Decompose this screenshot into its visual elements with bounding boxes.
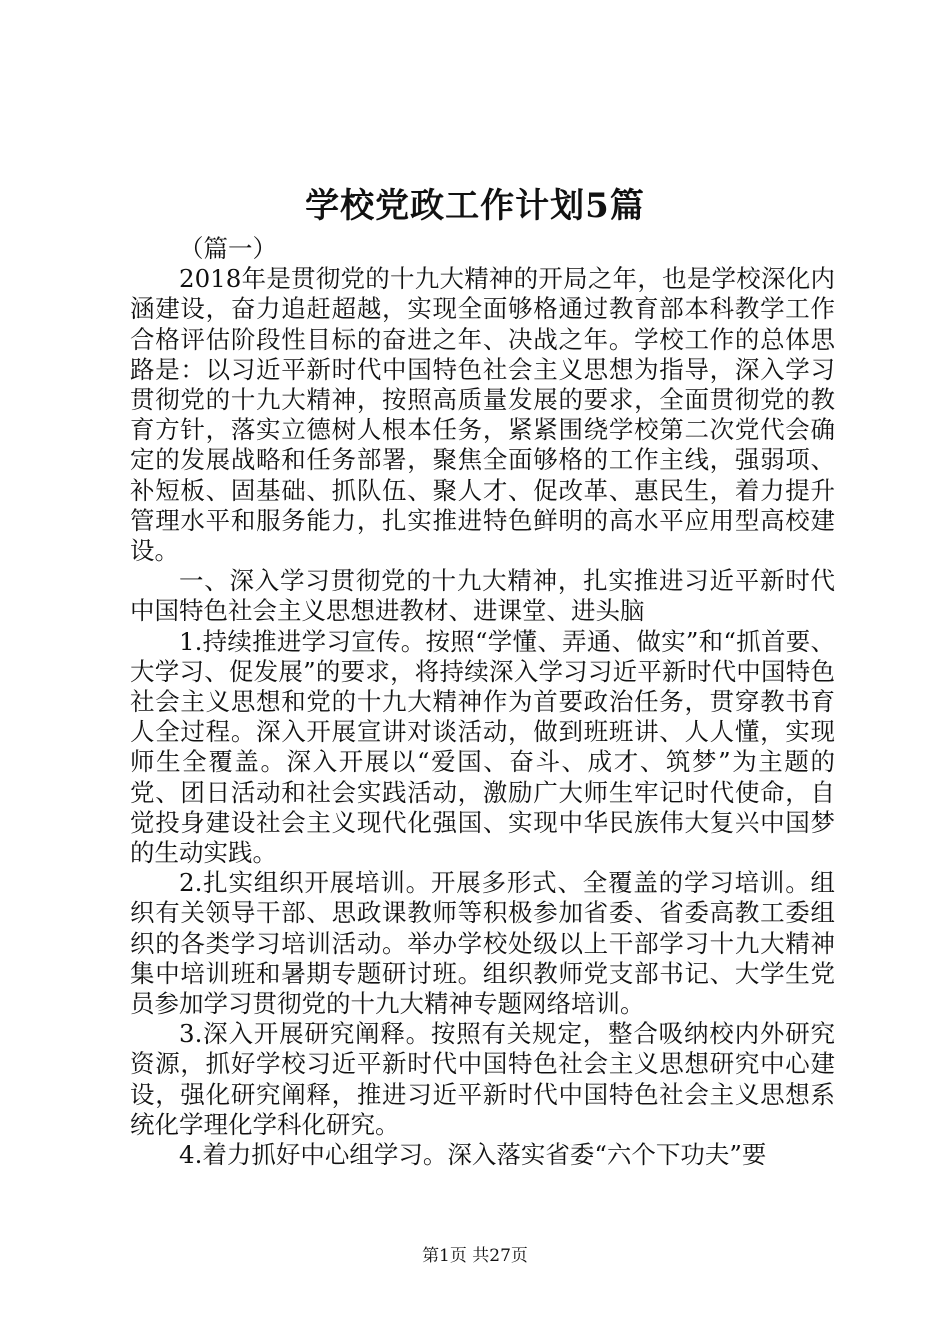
document-body — [130, 234, 835, 1170]
paragraph-item-1: 1.持续推进学习宣传。按照“学懂、弄通、做实”和“抓首要、大学习、促发展”的要求，将持续深入学习习近平新时代中国特色社会主义思想和党的十九大精神作为首要政治任务，贯穿教书育人全过程。深入开展宣讲对谈活动，做到班班讲、人人懂，实现师生全覆盖。深入开展以“爱国、奋斗、成才、筑梦”为主题的党、团日活动和社会实践活动，激励广大师生牢记时代使命，自觉投身建设社会主义现代化强国、实现中华民族伟大复兴中国梦的生动实践。 — [130, 626, 835, 868]
paragraph-item-3: 3.深入开展研究阐释。按照有关规定，整合吸纳校内外研究资源，抓好学校习近平新时代中国特色社会主义思想研究中心建设，强化研究阐释，推进习近平新时代中国特色社会主义思想系统化学理化学科化研究。 — [130, 1019, 835, 1139]
section-label: （篇一） — [179, 234, 277, 263]
paragraph-item-2: 2.扎实组织开展培训。开展多形式、全覆盖的学习培训。组织有关领导干部、思政课教师等积极参加省委、省委高教工委组织的各类学习培训活动。举办学校处级以上干部学习十九大精神集中培训班和暑期专题研讨班。组织教师党支部书记、大学生党员参加学习贯彻党的十九大精神专题网络培训。 — [130, 868, 835, 1019]
paragraph-item-4: 4.着力抓好中心组学习。深入落实省委“六个下功夫”要 — [179, 1140, 767, 1170]
page-footer: 第1页 共27页 — [422, 1246, 528, 1266]
paragraph-intro: 2018年是贯彻党的十九大精神的开局之年，也是学校深化内涵建设，奋力追赶超越，实现全面够格通过教育部本科教学工作合格评估阶段性目标的奋进之年、决战之年。学校工作的总体思路是：以习近平新时代中国特色社会主义思想为指导，深入学习贯彻党的十九大精神，按照高质量发展的要求，全面贯彻党的教育方针，落实立德树人根本任务，紧紧围绕学校第二次党代会确定的发展战略和任务部署，聚焦全面够格的工作主线，强弱项、补短板、固基础、抓队伍、聚人才、促改革、惠民生，着力提升管理水平和服务能力，扎实推进特色鲜明的高水平应用型高校建设。 — [130, 264, 835, 566]
document-title: 学校党政工作计划5篇 — [305, 186, 645, 226]
section-heading-1: 一、深入学习贯彻党的十九大精神，扎实推进习近平新时代中国特色社会主义思想进教材、进课堂、进头脑 — [130, 566, 835, 626]
